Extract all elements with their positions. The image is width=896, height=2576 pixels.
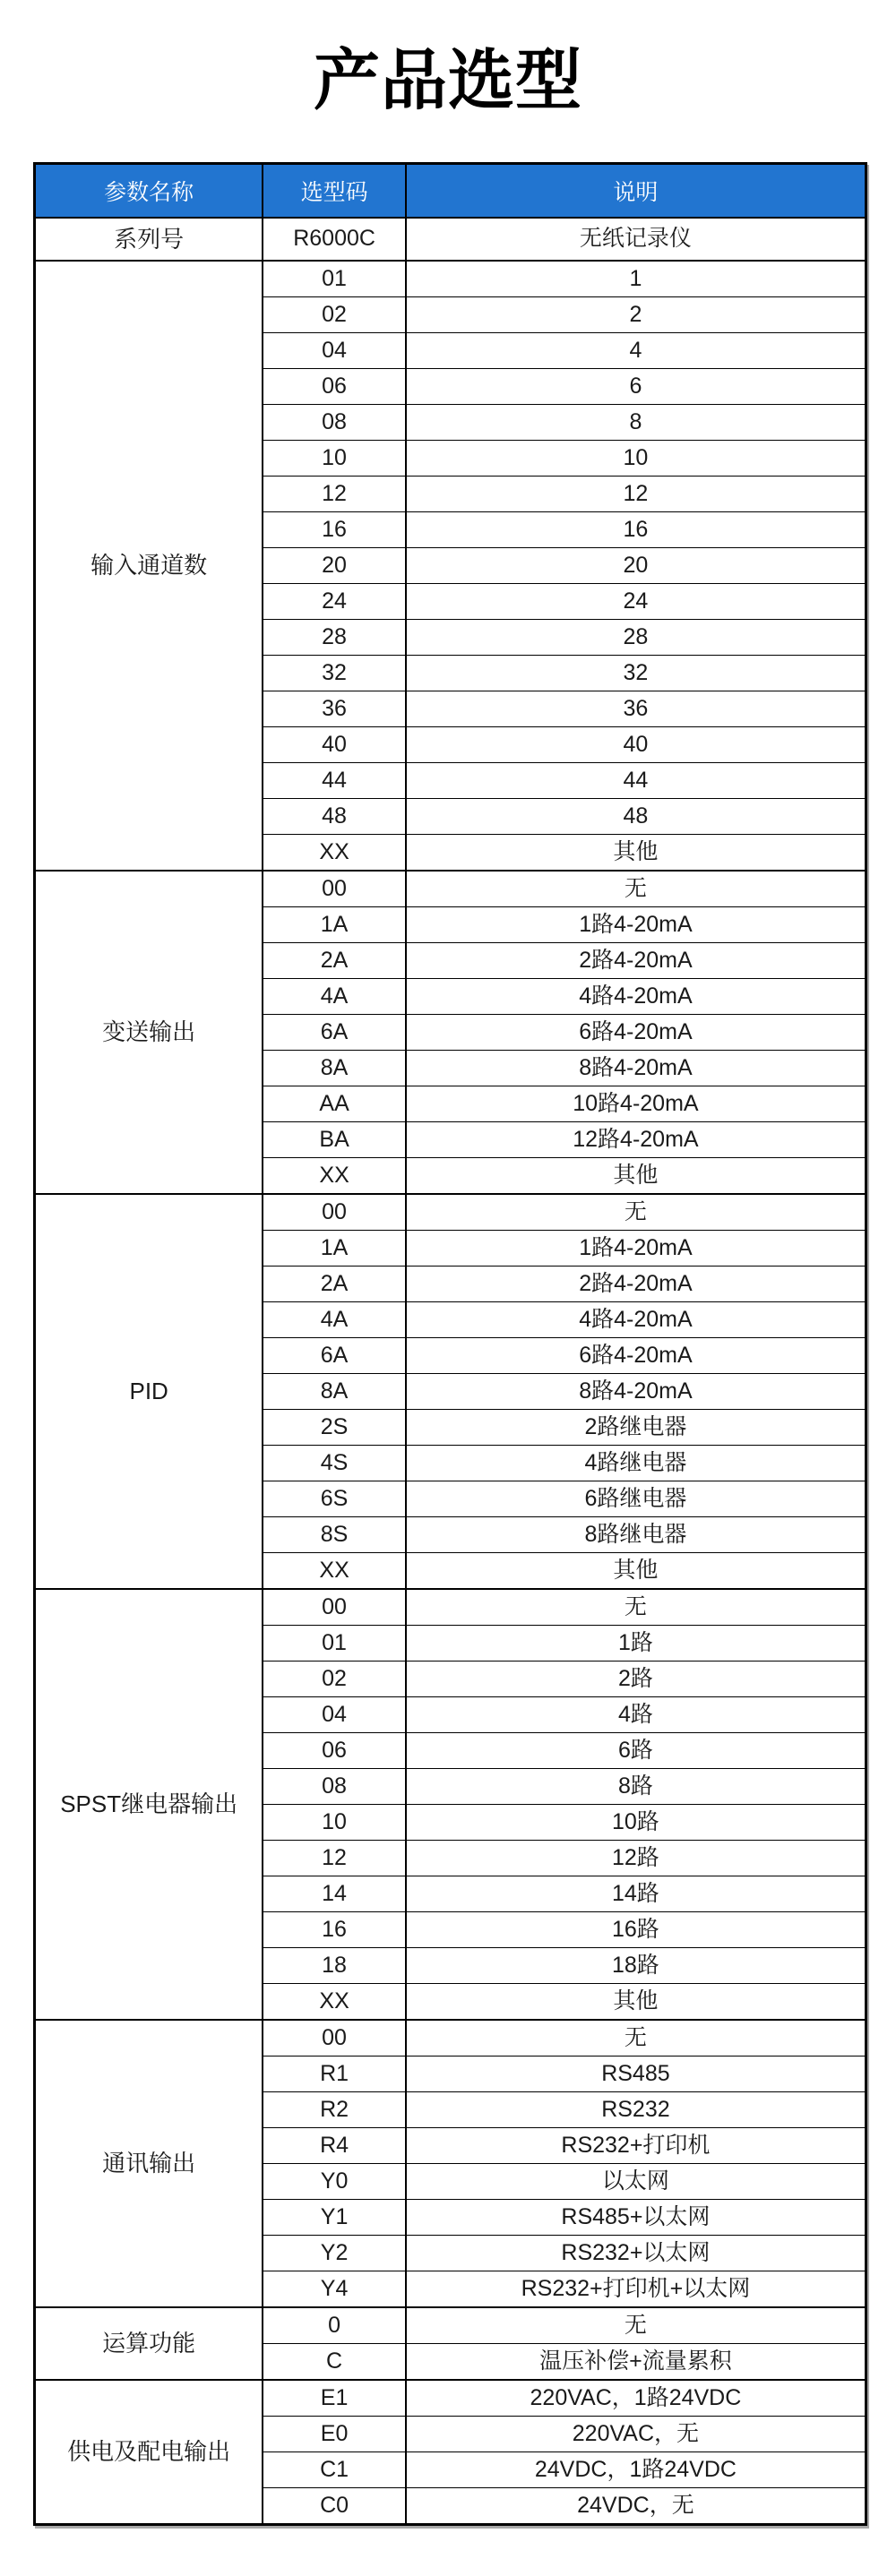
code-cell: BA	[263, 1121, 406, 1157]
description-cell: 6路	[406, 1732, 866, 1768]
code-cell: 2S	[263, 1409, 406, 1445]
description-cell: 48	[406, 798, 866, 834]
code-cell: Y1	[263, 2199, 406, 2235]
param-name-cell: 通讯输出	[35, 2020, 263, 2307]
table-row	[35, 2380, 866, 2417]
code-cell: Y0	[263, 2163, 406, 2199]
description-cell: RS232+打印机	[406, 2127, 866, 2163]
description-cell: 无	[406, 871, 866, 907]
product-selection-table	[33, 162, 867, 2526]
code-cell: 04	[263, 1696, 406, 1732]
code-cell: 00	[263, 871, 406, 907]
code-cell: E0	[263, 2416, 406, 2451]
description-cell: 6路继电器	[406, 1481, 866, 1516]
description-cell: 1路4-20mA	[406, 1230, 866, 1266]
description-cell: 1路	[406, 1625, 866, 1661]
description-cell: 6	[406, 368, 866, 404]
description-cell: 12	[406, 476, 866, 511]
header-cell-description: 说明	[406, 163, 866, 218]
table-row	[35, 261, 866, 297]
code-cell: C	[263, 2343, 406, 2380]
table-row	[35, 2020, 866, 2057]
description-cell: 6路4-20mA	[406, 1014, 866, 1050]
code-cell: 10	[263, 1804, 406, 1840]
description-cell: 8	[406, 404, 866, 440]
description-cell: 其他	[406, 1157, 866, 1194]
param-name-cell: SPST继电器输出	[35, 1589, 263, 2020]
header-cell-selection-code: 选型码	[263, 163, 406, 218]
code-cell: 12	[263, 1840, 406, 1876]
description-cell: 2路	[406, 1661, 866, 1696]
description-cell: 32	[406, 655, 866, 691]
description-cell: RS232+打印机+以太网	[406, 2271, 866, 2307]
description-cell: 16路	[406, 1911, 866, 1947]
description-cell: 12路4-20mA	[406, 1121, 866, 1157]
code-cell: R6000C	[263, 218, 406, 261]
code-cell: 18	[263, 1947, 406, 1983]
table-body	[35, 218, 866, 2525]
param-name-cell: 供电及配电输出	[35, 2380, 263, 2525]
description-cell: 10	[406, 440, 866, 476]
description-cell: RS485+以太网	[406, 2199, 866, 2235]
description-cell: 4路	[406, 1696, 866, 1732]
table-row	[35, 2307, 866, 2344]
description-cell: 14路	[406, 1876, 866, 1911]
code-cell: 14	[263, 1876, 406, 1911]
description-cell: 2路继电器	[406, 1409, 866, 1445]
table-header	[35, 163, 866, 218]
description-cell: 以太网	[406, 2163, 866, 2199]
code-cell: 00	[263, 2020, 406, 2057]
description-cell: 无	[406, 2020, 866, 2057]
description-cell: 4路4-20mA	[406, 1301, 866, 1337]
description-cell: 24VDC，无	[406, 2487, 866, 2524]
description-cell: 1	[406, 261, 866, 297]
description-cell: 2路4-20mA	[406, 942, 866, 978]
description-cell: 12路	[406, 1840, 866, 1876]
description-cell: 其他	[406, 1983, 866, 2020]
code-cell: 4A	[263, 978, 406, 1014]
code-cell: 36	[263, 691, 406, 726]
table-row	[35, 871, 866, 907]
description-cell: 温压补偿+流量累积	[406, 2343, 866, 2380]
description-cell: 10路4-20mA	[406, 1086, 866, 1121]
header-row	[35, 163, 866, 218]
code-cell: 28	[263, 619, 406, 655]
table-row	[35, 1589, 866, 1626]
code-cell: 00	[263, 1194, 406, 1231]
description-cell: 其他	[406, 1552, 866, 1589]
code-cell: 48	[263, 798, 406, 834]
code-cell: Y2	[263, 2235, 406, 2271]
param-name-cell: 系列号	[35, 218, 263, 261]
description-cell: 2	[406, 296, 866, 332]
code-cell: 2A	[263, 1266, 406, 1301]
code-cell: 24	[263, 583, 406, 619]
description-cell: 36	[406, 691, 866, 726]
code-cell: R4	[263, 2127, 406, 2163]
description-cell: 无	[406, 1194, 866, 1231]
code-cell: Y4	[263, 2271, 406, 2307]
code-cell: XX	[263, 1552, 406, 1589]
code-cell: C1	[263, 2451, 406, 2487]
code-cell: 8A	[263, 1050, 406, 1086]
description-cell: 10路	[406, 1804, 866, 1840]
code-cell: C0	[263, 2487, 406, 2524]
code-cell: 8S	[263, 1516, 406, 1552]
description-cell: 1路4-20mA	[406, 906, 866, 942]
description-cell: 220VAC，1路24VDC	[406, 2380, 866, 2417]
code-cell: XX	[263, 1983, 406, 2020]
description-cell: 8路继电器	[406, 1516, 866, 1552]
description-cell: 40	[406, 726, 866, 762]
description-cell: 其他	[406, 834, 866, 871]
description-cell: RS485	[406, 2056, 866, 2091]
description-cell: 无	[406, 1589, 866, 1626]
description-cell: 8路	[406, 1768, 866, 1804]
description-cell: RS232+以太网	[406, 2235, 866, 2271]
code-cell: 06	[263, 368, 406, 404]
description-cell: 无	[406, 2307, 866, 2344]
code-cell: 2A	[263, 942, 406, 978]
code-cell: 08	[263, 404, 406, 440]
code-cell: 16	[263, 1911, 406, 1947]
code-cell: 6A	[263, 1337, 406, 1373]
header-cell-param-name: 参数名称	[35, 163, 263, 218]
page	[0, 41, 896, 2576]
code-cell: E1	[263, 2380, 406, 2417]
content	[0, 41, 896, 2526]
code-cell: 01	[263, 261, 406, 297]
description-cell: 220VAC，无	[406, 2416, 866, 2451]
code-cell: 8A	[263, 1373, 406, 1409]
code-cell: 1A	[263, 1230, 406, 1266]
description-cell: 2路4-20mA	[406, 1266, 866, 1301]
code-cell: 02	[263, 296, 406, 332]
param-name-cell: 变送输出	[35, 871, 263, 1194]
code-cell: 44	[263, 762, 406, 798]
code-cell: 02	[263, 1661, 406, 1696]
description-cell: 24VDC，1路24VDC	[406, 2451, 866, 2487]
code-cell: AA	[263, 1086, 406, 1121]
code-cell: 4S	[263, 1445, 406, 1481]
description-cell: 20	[406, 547, 866, 583]
code-cell: 6S	[263, 1481, 406, 1516]
code-cell: 01	[263, 1625, 406, 1661]
description-cell: 无纸记录仪	[406, 218, 866, 261]
description-cell: 16	[406, 511, 866, 547]
description-cell: 18路	[406, 1947, 866, 1983]
code-cell: 0	[263, 2307, 406, 2344]
code-cell: R1	[263, 2056, 406, 2091]
code-cell: R2	[263, 2091, 406, 2127]
code-cell: 12	[263, 476, 406, 511]
description-cell: 28	[406, 619, 866, 655]
description-cell: 44	[406, 762, 866, 798]
code-cell: XX	[263, 834, 406, 871]
code-cell: 16	[263, 511, 406, 547]
code-cell: 08	[263, 1768, 406, 1804]
code-cell: 06	[263, 1732, 406, 1768]
description-cell: 8路4-20mA	[406, 1373, 866, 1409]
description-cell: 4路继电器	[406, 1445, 866, 1481]
code-cell: 20	[263, 547, 406, 583]
code-cell: 4A	[263, 1301, 406, 1337]
code-cell: 00	[263, 1589, 406, 1626]
code-cell: 40	[263, 726, 406, 762]
table-row	[35, 218, 866, 261]
code-cell: 10	[263, 440, 406, 476]
page-title: 产品选型	[314, 43, 582, 117]
description-cell: 8路4-20mA	[406, 1050, 866, 1086]
param-name-cell: 运算功能	[35, 2307, 263, 2380]
code-cell: 32	[263, 655, 406, 691]
description-cell: 24	[406, 583, 866, 619]
description-cell: 4	[406, 332, 866, 368]
table-row	[35, 1194, 866, 1231]
description-cell: 4路4-20mA	[406, 978, 866, 1014]
code-cell: 04	[263, 332, 406, 368]
code-cell: 1A	[263, 906, 406, 942]
description-cell: RS232	[406, 2091, 866, 2127]
code-cell: XX	[263, 1157, 406, 1194]
param-name-cell: PID	[35, 1194, 263, 1589]
param-name-cell: 输入通道数	[35, 261, 263, 871]
description-cell: 6路4-20mA	[406, 1337, 866, 1373]
code-cell: 6A	[263, 1014, 406, 1050]
